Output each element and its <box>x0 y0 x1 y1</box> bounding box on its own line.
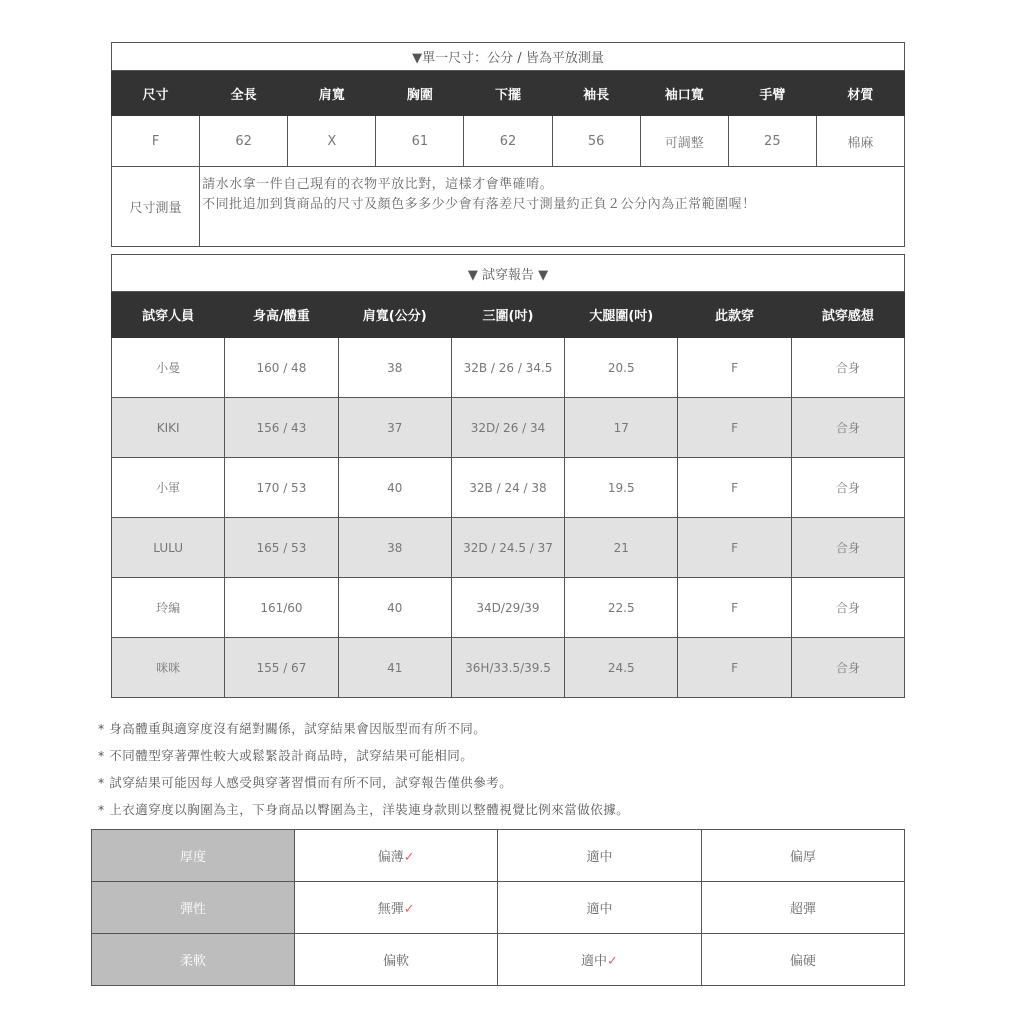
table-row <box>112 458 905 518</box>
fabric-option <box>295 882 498 934</box>
table-cell: 34D/29/39 <box>451 578 564 638</box>
table-cell: 小曼 <box>112 338 225 398</box>
try-on-header: 大腿圍(吋) <box>565 292 678 338</box>
fabric-option <box>498 830 701 882</box>
table-cell: 合身 <box>791 398 904 458</box>
size-table <box>111 42 905 247</box>
table-cell: 40 <box>338 578 451 638</box>
size-header: 下擺 <box>464 71 552 116</box>
table-cell: 合身 <box>791 338 904 398</box>
table-cell: 19.5 <box>565 458 678 518</box>
fabric-option-label: 偏軟 <box>383 954 410 969</box>
table-cell: 41 <box>338 638 451 698</box>
table-cell: 17 <box>565 398 678 458</box>
fabric-option-label: 偏厚 <box>789 850 816 865</box>
table-cell: 161/60 <box>225 578 338 638</box>
check-icon: ✓ <box>403 850 415 865</box>
fabric-option-label: 超彈 <box>789 902 816 917</box>
size-value: 可調整 <box>640 116 728 167</box>
table-cell: F <box>678 518 791 578</box>
size-header: 袖口寬 <box>640 71 728 116</box>
table-cell: 36H/33.5/39.5 <box>451 638 564 698</box>
fabric-row <box>92 934 905 986</box>
fabric-option <box>498 934 701 986</box>
table-cell: 155 / 67 <box>225 638 338 698</box>
table-row <box>112 518 905 578</box>
try-on-header: 試穿人員 <box>112 292 225 338</box>
size-note-label: 尺寸測量 <box>112 167 200 247</box>
note-item: * 身高體重與適穿度沒有絕對關係，試穿結果會因版型而有所不同。 <box>98 721 487 736</box>
table-cell: 32B / 24 / 38 <box>451 458 564 518</box>
fabric-option-label: 偏硬 <box>789 954 816 969</box>
fabric-option-label: 無彈 <box>377 902 404 917</box>
table-cell: 合身 <box>791 518 904 578</box>
fabric-row <box>92 830 905 882</box>
table-cell: 21 <box>565 518 678 578</box>
table-cell: 合身 <box>791 578 904 638</box>
note-item: * 試穿結果可能因每人感受與穿著習慣而有所不同，試穿報告僅供參考。 <box>98 775 513 790</box>
size-header: 尺寸 <box>112 71 200 116</box>
table-cell: 32D/ 26 / 34 <box>451 398 564 458</box>
check-icon: ✓ <box>607 954 618 969</box>
fabric-row <box>92 882 905 934</box>
table-cell: KIKI <box>112 398 225 458</box>
size-value: 61 <box>376 116 464 167</box>
size-value: X <box>288 116 376 167</box>
table-cell: 156 / 43 <box>225 398 338 458</box>
fabric-option <box>701 934 904 986</box>
table-cell: 38 <box>338 338 451 398</box>
table-cell: F <box>678 638 791 698</box>
table-row <box>112 578 905 638</box>
table-cell: 小軍 <box>112 458 225 518</box>
fabric-label: 厚度 <box>92 830 295 882</box>
table-cell: 20.5 <box>565 338 678 398</box>
fabric-option-label: 偏薄 <box>377 850 404 865</box>
size-note-line: 請水水拿一件自己現有的衣物平放比對，這樣才會準確唷。 <box>202 177 554 192</box>
fabric-label: 柔軟 <box>92 934 295 986</box>
table-cell: 咪咪 <box>112 638 225 698</box>
notes-list <box>98 718 918 826</box>
size-header: 袖長 <box>552 71 640 116</box>
fabric-option <box>295 830 498 882</box>
size-value: 62 <box>200 116 288 167</box>
table-cell: 玲編 <box>112 578 225 638</box>
table-cell: 合身 <box>791 458 904 518</box>
size-value: 25 <box>728 116 816 167</box>
note-item: * 不同體型穿著彈性較大或鬆緊設計商品時，試穿結果可能相同。 <box>98 748 474 763</box>
size-header: 材質 <box>816 71 904 116</box>
table-row <box>112 638 905 698</box>
size-note <box>200 167 905 247</box>
table-row <box>112 116 905 167</box>
fabric-option <box>701 830 904 882</box>
try-on-header: 身高/體重 <box>225 292 338 338</box>
fabric-label: 彈性 <box>92 882 295 934</box>
fabric-option-label: 適中 <box>581 954 608 969</box>
table-cell: 165 / 53 <box>225 518 338 578</box>
fabric-option-label: 適中 <box>586 850 613 865</box>
fabric-option <box>498 882 701 934</box>
fabric-option <box>701 882 904 934</box>
fabric-option <box>295 934 498 986</box>
table-cell: 170 / 53 <box>225 458 338 518</box>
check-icon: ✓ <box>403 902 415 917</box>
size-table-caption: ▼單一尺寸：公分 / 皆為平放測量 <box>112 43 905 71</box>
size-value: 棉麻 <box>816 116 904 167</box>
table-row <box>112 398 905 458</box>
size-header: 肩寬 <box>288 71 376 116</box>
table-cell: LULU <box>112 518 225 578</box>
table-cell: 40 <box>338 458 451 518</box>
try-on-caption: ▼ 試穿報告 ▼ <box>112 255 905 292</box>
size-value: 62 <box>464 116 552 167</box>
table-cell: 合身 <box>791 638 904 698</box>
size-value: 56 <box>552 116 640 167</box>
table-cell: F <box>678 578 791 638</box>
size-header: 手臂 <box>728 71 816 116</box>
table-cell: F <box>678 398 791 458</box>
table-cell: F <box>678 458 791 518</box>
table-row <box>112 338 905 398</box>
table-cell: 37 <box>338 398 451 458</box>
size-header: 胸圍 <box>376 71 464 116</box>
try-on-header: 三圍(吋) <box>451 292 564 338</box>
try-on-header: 試穿感想 <box>791 292 904 338</box>
fabric-option-label: 適中 <box>586 902 613 917</box>
table-cell: 22.5 <box>565 578 678 638</box>
try-on-header: 肩寬(公分) <box>338 292 451 338</box>
try-on-table <box>111 254 905 698</box>
table-cell: 38 <box>338 518 451 578</box>
table-cell: 32D / 24.5 / 37 <box>451 518 564 578</box>
size-header: 全長 <box>200 71 288 116</box>
table-cell: 160 / 48 <box>225 338 338 398</box>
note-item: * 上衣適穿度以胸圍為主，下身商品以臀圍為主，洋裝連身款則以整體視覺比例來當做依據。 <box>98 802 630 817</box>
table-cell: F <box>678 338 791 398</box>
table-cell: 24.5 <box>565 638 678 698</box>
table-cell: 32B / 26 / 34.5 <box>451 338 564 398</box>
fabric-table <box>91 829 905 986</box>
size-value: F <box>112 116 200 167</box>
size-note-line: 不同批追加到貨商品的尺寸及顏色多多少少會有落差尺寸測量約正負２公分內為正常範圍喔！ <box>202 197 756 212</box>
try-on-header: 此款穿 <box>678 292 791 338</box>
